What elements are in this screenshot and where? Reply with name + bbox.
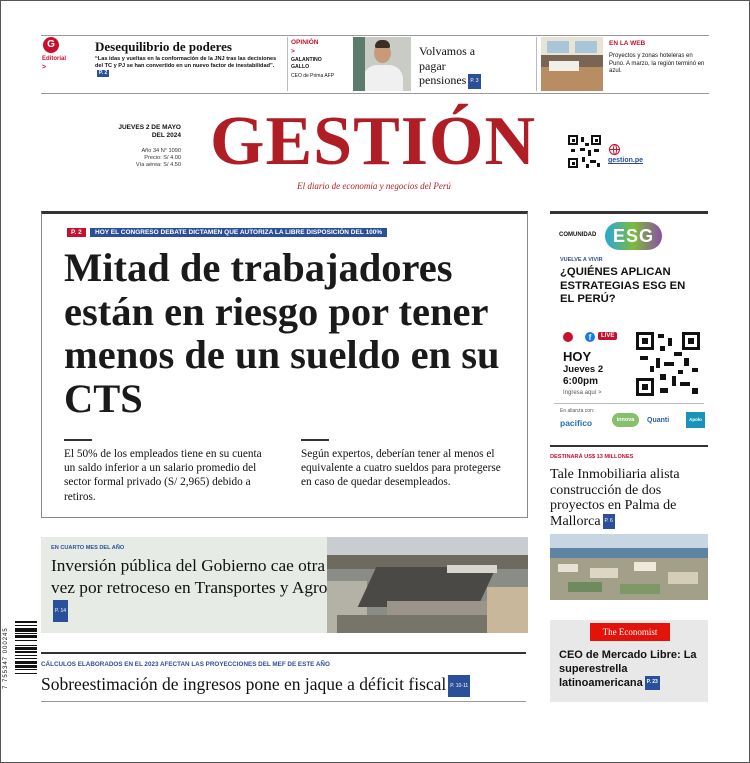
barcode-number: 7 755347 000245: [3, 627, 9, 689]
top-bottom-rule: [41, 93, 709, 94]
sponsor-quanti[interactable]: Quanti: [647, 417, 670, 424]
editorial-text: “Las idas y vueltas en la conformación de la JNJ tras las decisiones del TC y PJ se han convertido en un nuevo factor de inestabilidad”.P. 2: [95, 56, 277, 76]
barcode-bar: [15, 647, 37, 649]
esg-community-label: COMUNIDAD: [559, 232, 597, 238]
lead-col1-rule: [64, 439, 92, 441]
palma-de-mallorca-photo: [550, 534, 708, 600]
barcode-bar: [15, 635, 37, 637]
lead-headline[interactable]: Mitad de trabajadores están en riesgo por tener menos de un sueldo en su CTS: [64, 245, 500, 421]
top-rule: [41, 35, 709, 36]
inversion-page-ref[interactable]: P. 14: [53, 600, 68, 622]
live-badge[interactable]: LIVE: [598, 332, 617, 340]
tale-top-rule: [550, 445, 708, 447]
economist-headline[interactable]: CEO de Mercado Libre: La superestrella latinoamericana P. 23: [559, 649, 697, 690]
barcode-bar: [15, 673, 37, 674]
barcode-bar: [15, 661, 37, 665]
inversion-box: [41, 537, 528, 633]
date-line-1: JUEVES 2 DE MAYO: [118, 124, 181, 131]
esg-top-rule: [550, 211, 708, 214]
barcode-bar: [15, 621, 37, 623]
economist-logo[interactable]: The Economist: [590, 623, 670, 641]
lead-page-tag[interactable]: P. 2: [67, 228, 86, 237]
barcode-bar: [15, 640, 37, 641]
esg-sponsor-rule: [554, 403, 704, 404]
web-label: EN LA WEB: [609, 40, 646, 47]
barcode-bar: [15, 633, 37, 634]
tale-kicker: DESTINARÁ US$ 13 MILLONES: [550, 454, 634, 460]
esg-alianza-label: En alianza con:: [560, 408, 595, 414]
tale-page-ref[interactable]: P. 6: [603, 514, 615, 530]
barcode-bar: [15, 651, 37, 653]
tale-headline[interactable]: Tale Inmobiliaria alista construcción de dos proyectos en Palma de Mallorca P. 6: [550, 467, 680, 529]
sponsor-apolo[interactable]: Apolo: [686, 412, 705, 428]
price-out-of-lima: Vía aérea: S/ 4.50: [135, 162, 181, 168]
calculos-page-ref[interactable]: P. 10-11: [448, 675, 470, 697]
calculos-kicker: CÁLCULOS ELABORADOS EN EL 2023 AFECTAN LAS PROYECCIONES DEL MEF DE ESTE AÑO: [41, 661, 330, 668]
gestion-live-icon: [563, 332, 573, 342]
calculos-headline[interactable]: Sobreestimación de ingresos pone en jaque a déficit fiscal P. 10-11: [41, 673, 531, 697]
masthead-date: [109, 124, 181, 140]
barcode-bar: [15, 658, 37, 659]
barcode: [7, 621, 37, 691]
barcode-bar: [15, 655, 37, 656]
esg-time: 6:00pm: [563, 376, 599, 387]
lead-story-box: [41, 211, 528, 518]
teaser-divider-1: [287, 37, 288, 91]
barcode-bar: [15, 645, 37, 646]
opinion-title[interactable]: Volvamos a pagar pensiones P. 3: [419, 44, 479, 87]
masthead-edition-info: [109, 148, 181, 169]
masthead-qr-code[interactable]: [568, 135, 601, 168]
barcode-bar: [15, 665, 37, 667]
edition-number: Año 34 N° 1090: [141, 148, 181, 154]
opinion-author: GALANTINO GALLO: [291, 57, 322, 70]
editorial-page-ref[interactable]: P. 2: [99, 70, 108, 76]
teaser-divider-2: [536, 37, 537, 91]
inversion-headline[interactable]: Inversión pública del Gobierno cae otra vez por retroceso en Transportes y AgroP. 14: [51, 555, 331, 622]
web-hotel-photo: [541, 37, 603, 91]
economist-page-ref[interactable]: P. 23: [645, 676, 660, 690]
masthead-tagline: El diario de economía y negocios del Perú: [297, 181, 451, 191]
globe-icon: [609, 144, 620, 155]
editorial-icon: G: [43, 37, 59, 53]
barcode-bar: [15, 628, 37, 632]
barcode-bar: [15, 625, 37, 626]
opinion-page-ref[interactable]: P. 3: [468, 74, 480, 89]
esg-title[interactable]: ¿QUIÉNES APLICAN ESTRATEGIAS ESG EN EL PERÚ?: [560, 266, 686, 305]
inversion-kicker: EN CUARTO MES DEL AÑO: [51, 545, 125, 551]
masthead-logo[interactable]: GESTIÓN: [210, 103, 536, 180]
opinion-author-photo: [353, 37, 411, 91]
opinion-role: CEO de Prima AFP: [291, 73, 335, 79]
lead-kicker: HOY EL CONGRESO DEBATE DICTAMEN QUE AUTORIZA LA LIBRE DISPOSICIÓN DEL 100%: [90, 228, 387, 237]
editorial-label: Editorial: [42, 56, 67, 62]
editorial-arrow: >: [42, 64, 47, 71]
highway-construction-photo: [327, 537, 528, 633]
esg-logo[interactable]: ESG: [605, 222, 662, 250]
calculos-bottom-rule: [41, 701, 526, 702]
opinion-arrow: >: [291, 48, 295, 55]
esg-qr-code[interactable]: [636, 332, 700, 396]
editorial-title[interactable]: Desequilibrio de poderes: [95, 39, 232, 54]
sponsor-pacifico[interactable]: pacifico: [560, 418, 593, 428]
calculos-top-rule: [41, 652, 526, 654]
date-line-2: DEL 2024: [151, 132, 181, 139]
facebook-icon: f: [585, 332, 595, 342]
sponsor-innova[interactable]: innova: [612, 413, 639, 427]
opinion-label: OPINIÓN: [291, 39, 319, 46]
esg-ingresa-link[interactable]: Ingresa aquí >: [563, 390, 602, 396]
esg-kicker: VUELVE A VIVIR: [560, 257, 603, 263]
economist-box: [550, 620, 708, 702]
web-text[interactable]: Proyectos y zonas hoteleras en Puno. A marzo, la región terminó en azul.: [609, 53, 705, 74]
price: Precio: S/ 4.00: [144, 155, 181, 161]
barcode-bar: [15, 669, 37, 670]
lead-summary-col2: Según expertos, deberían tener al menos el equivalente a cuatro sueldos para protegerse en caso de quedar desempleados.: [301, 448, 501, 489]
esg-day: Jueves 2: [563, 364, 604, 375]
lead-summary-col1: El 50% de los empleados tiene en su cuenta un saldo inferior a un salario promedio del sector formal privado (S/ 2,965) debido a retiros.: [64, 448, 262, 503]
lead-col2-rule: [301, 439, 329, 441]
masthead-website[interactable]: gestion.pe: [608, 157, 644, 164]
esg-hoy: HOY: [563, 349, 592, 364]
